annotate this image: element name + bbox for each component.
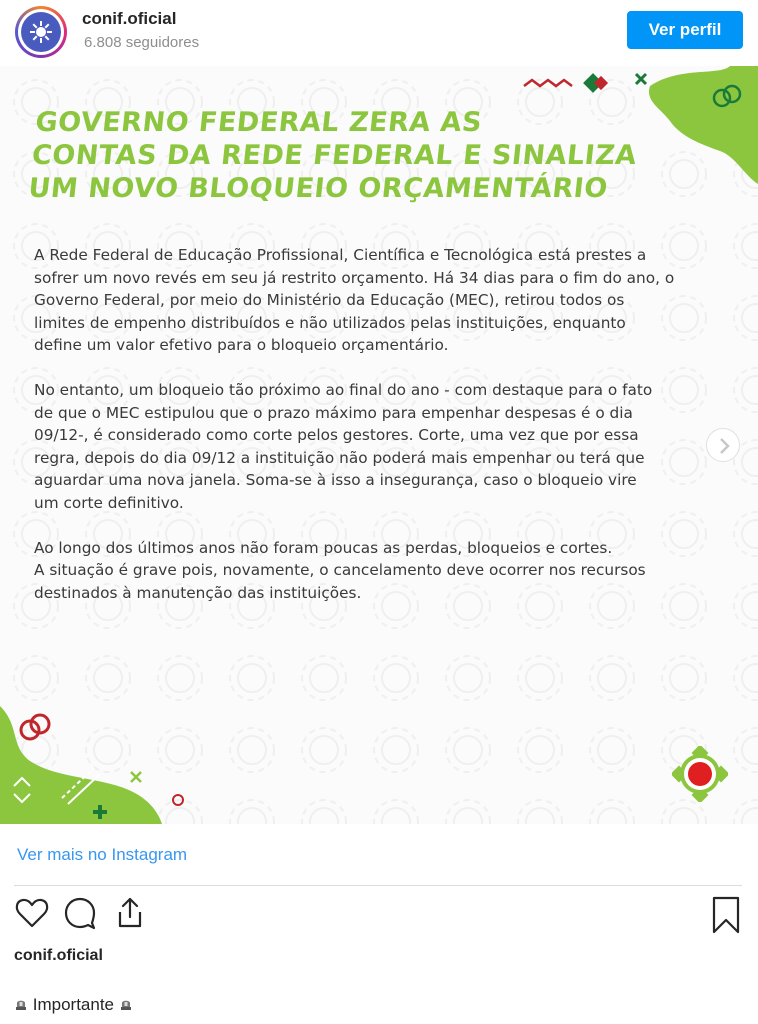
heart-icon[interactable]	[14, 895, 50, 931]
rotating-light-icon	[14, 997, 28, 1011]
chevron-right-icon	[707, 429, 741, 463]
view-profile-button[interactable]: Ver perfil	[627, 11, 743, 49]
next-slide-button[interactable]	[706, 428, 740, 462]
bookmark-icon[interactable]	[708, 895, 744, 935]
post-caption	[14, 995, 133, 1015]
body-paragraph: A Rede Federal de Educação Profissional, Científica e Tecnológica está prestes a sofrer um novo revés em seu já restrito orçamento. Há 34 dias para o fim do ano, o Governo Federal, por meio do Ministério da Educação (MEC), retirou todos os limites de empenho distribuídos e não utilizados pelas instituições, enquanto define um valor efetivo para o bloqueio orçamentário.	[34, 246, 675, 354]
headline-line: CONTAS DA REDE FEDERAL E SINALIZA	[30, 140, 639, 171]
caption-text: Importante	[32, 995, 114, 1014]
share-icon[interactable]	[112, 895, 148, 931]
headline-line: GOVERNO FEDERAL ZERA AS	[33, 107, 484, 138]
comment-icon[interactable]	[62, 895, 98, 931]
post-header	[0, 0, 758, 62]
conif-logo-icon	[21, 12, 61, 52]
post-body	[34, 244, 724, 627]
post-headline	[26, 106, 639, 205]
post-image	[0, 66, 758, 824]
view-more-link[interactable]: Ver mais no Instagram	[17, 845, 188, 864]
rotating-light-icon	[119, 997, 133, 1011]
bottom-left-decoration	[0, 706, 200, 824]
divider	[14, 885, 742, 886]
header-username[interactable]: conif.oficial	[82, 9, 177, 28]
follower-count: 6.808 seguidores	[84, 34, 200, 51]
headline-line: UM NOVO BLOQUEIO ORÇAMENTÁRIO	[26, 173, 610, 204]
conif-seal-icon	[672, 746, 728, 802]
caption-username[interactable]: conif.oficial	[14, 947, 103, 964]
avatar[interactable]	[15, 6, 67, 58]
body-paragraph: Ao longo dos últimos anos não foram poucas as perdas, bloqueios e cortes. A situação é grave pois, novamente, o cancelamento deve ocorrer nos recursos destinados à manutenção das instituições.	[34, 538, 646, 602]
body-paragraph: No entanto, um bloqueio tão próximo ao final do ano - com destaque para o fato de que o MEC estipulou que o prazo máximo para empenhar despesas é o dia 09/12-, é considerado como corte pelos gestores. Corte, uma vez que por essa regra, depois do dia 09/12 a instituição não poderá mais empenhar ou terá que aguardar uma nova janela. Soma-se à isso a insegurança, caso o bloqueio vire um corte definitivo.	[34, 381, 653, 512]
action-bar	[0, 895, 758, 939]
